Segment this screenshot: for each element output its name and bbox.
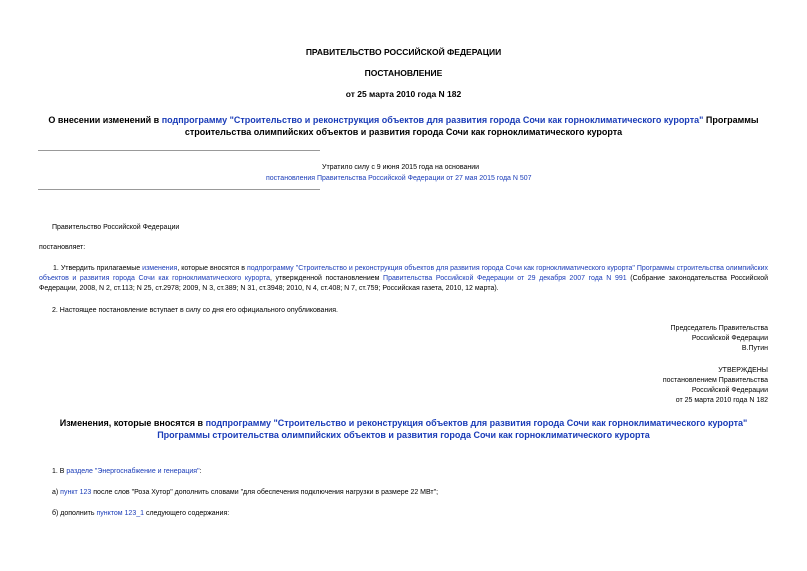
signature-block bbox=[671, 324, 768, 354]
item-1-section-link[interactable]: разделе "Энергоснабжение и генерация" bbox=[66, 468, 200, 475]
document-title bbox=[0, 114, 807, 138]
changes-title-link1[interactable]: подпрограмму "Строительство и реконструкция объектов для развития города Сочи как горноклиматического курорта" bbox=[205, 418, 748, 428]
changes-title-link2[interactable]: Программы строительства олимпийских объектов и развития города Сочи как горноклиматического курорта bbox=[157, 430, 650, 440]
doc-type-heading: ПОСТАНОВЛЕНИЕ bbox=[364, 68, 443, 78]
gov-name: Правительство Российской Федерации bbox=[52, 224, 180, 231]
date-number-heading: от 25 марта 2010 года N 182 bbox=[345, 89, 462, 99]
paragraph-2: 2. Настоящее постановление вступает в силу со дня его официального опубликования. bbox=[52, 307, 338, 314]
decrees-word: постановляет: bbox=[39, 244, 86, 251]
approved-date: от 25 марта 2010 года N 182 bbox=[675, 397, 768, 404]
p1-subprogram-link[interactable]: подпрограмму "Строительство и реконструкция объектов для развития города Сочи как горноклиматического курорта" Программы строительства олимпийских объектов и развития города Сочи как горноклиматического курорта bbox=[39, 265, 768, 282]
p1-changes-link[interactable]: изменения bbox=[142, 265, 178, 272]
item-b-text-b: следующего содержания: bbox=[144, 510, 230, 517]
item-a-text-a: а) bbox=[52, 489, 61, 496]
p1-text-a: 1. Утвердить прилагаемые bbox=[53, 265, 143, 272]
repeal-notice-line1: Утратило силу с 9 июня 2015 года на основании bbox=[322, 164, 480, 171]
changes-title-prefix: Изменения, которые вносятся в bbox=[59, 418, 206, 428]
title-line2: строительства олимпийских объектов и развития города Сочи как горноклиматического курорта bbox=[184, 127, 623, 137]
item-a-text-b: после слов "Роза Хутор" дополнить словами "для обеспечения подключения нагрузки в размере 22 МВт"; bbox=[91, 489, 439, 496]
government-heading: ПРАВИТЕЛЬСТВО РОССИЙСКОЙ ФЕДЕРАЦИИ bbox=[305, 47, 502, 57]
p1-text-c: , утвержденной постановлением bbox=[270, 275, 384, 282]
title-prefix: О внесении изменений в bbox=[48, 115, 162, 125]
p1-text-b: , которые вносятся в bbox=[177, 265, 247, 272]
item-1 bbox=[52, 467, 202, 477]
item-b-point-link[interactable]: пунктом 123_1 bbox=[96, 510, 144, 517]
repeal-notice-link[interactable]: постановления Правительства Российской Федерации от 27 мая 2015 года N 507 bbox=[266, 175, 532, 182]
divider-bottom bbox=[38, 189, 320, 190]
title-subprogram-link[interactable]: подпрограмму "Строительство и реконструкция объектов для развития города Сочи как горноклиматического курорта" bbox=[161, 115, 704, 125]
item-b-text-a: б) дополнить bbox=[52, 510, 97, 517]
approved-by: постановлением Правительства bbox=[662, 377, 768, 384]
p1-text-d: (Собрание законодательства Российской Федерации, 2008, N 2, ст.113; N 25, ст.2978; 2009, N 3, ст.389; N 31, ст.3948; 2010, N 4, ст.408; N 7, ст.759; Российская газета, 2010, 12 марта). bbox=[39, 275, 769, 292]
approved-country: Российской Федерации bbox=[691, 387, 768, 394]
title-suffix: Программы bbox=[703, 115, 759, 125]
item-1-text-a: 1. В bbox=[52, 468, 67, 475]
item-1-text-b: : bbox=[199, 468, 202, 475]
item-b bbox=[52, 509, 229, 519]
p1-resolution-link[interactable]: Правительства Российской Федерации от 29 декабря 2007 года N 991 bbox=[383, 275, 627, 282]
approved-block bbox=[663, 366, 768, 406]
signature-name: В.Путин bbox=[741, 345, 768, 352]
item-a-point-link[interactable]: пункт 123 bbox=[60, 489, 92, 496]
item-a bbox=[52, 488, 438, 498]
changes-title bbox=[0, 417, 807, 441]
signature-country: Российской Федерации bbox=[691, 335, 768, 342]
signature-title: Председатель Правительства bbox=[670, 325, 768, 332]
approved-label: УТВЕРЖДЕНЫ bbox=[718, 367, 768, 374]
paragraph-1 bbox=[39, 264, 768, 294]
divider-top bbox=[38, 150, 320, 151]
